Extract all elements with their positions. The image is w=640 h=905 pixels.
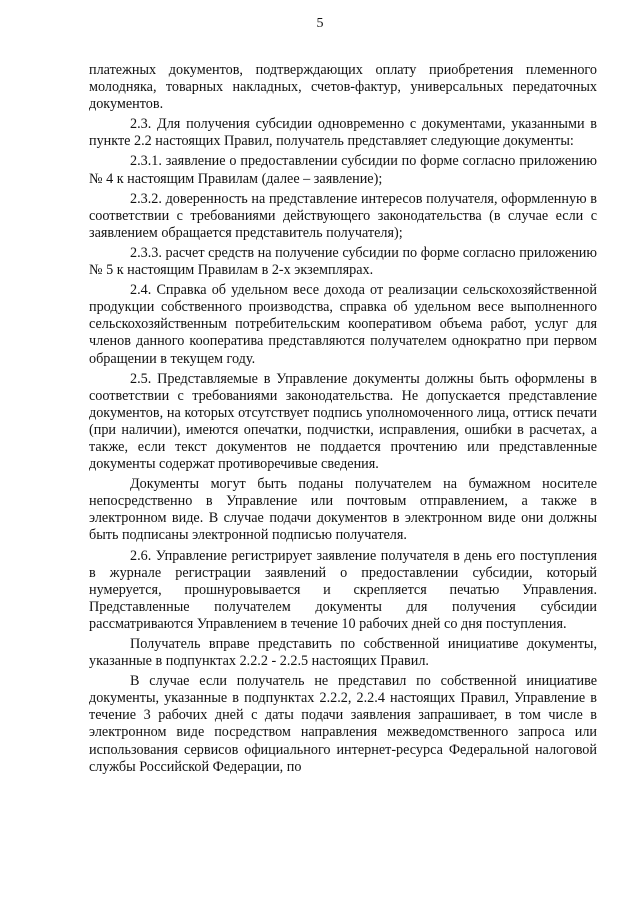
paragraph-interagency-request: В случае если получатель не представил по собственной инициативе документы, указанные в подпунктах 2.2.2, 2.2.4 настоящих Правил, Управление в течение 3 рабочих дней с даты подачи заявления запрашивает, в том числе в электронном виде посредством направления межведомственного запроса или использования сервисов официального интернет-ресурса Федеральной налоговой службы Российской Федерации, по [89,673,597,775]
paragraph-2-3-3: 2.3.3. расчет средств на получение субсидии по форме согласно приложению № 5 к настоящим Правилам в 2-х экземплярах. [89,244,597,279]
paragraph-2-6: 2.6. Управление регистрирует заявление получателя в день его поступления в журнале регистрации заявлений о предоставлении субсидии, который нумеруется, прошнуровывается и скрепляется печатью Управления. Представленные получателем документы для получения субсидии рассматриваются Управлением в течение 10 рабочих дней со дня поступления. [89,547,597,632]
paragraph-2-4: 2.4. Справка об удельном весе дохода от реализации сельскохозяйственной продукции собственного производства, справка об удельном весе выполненного сельскохозяйственным потребительским кооперативом объема работ, услуг для членов данного кооператива представляются получателем однократно при первом обращении в текущем году. [89,282,597,367]
paragraph-2-3-2: 2.3.2. доверенность на представление интересов получателя, оформленную в соответствии с требованиями действующего законодательства (в случае если с заявлением обращается представитель получателя); [89,190,597,241]
paragraph-payment-documents: платежных документов, подтверждающих оплату приобретения племенного молодняка, товарных накладных, счетов-фактур, универсальных передаточных документов. [89,62,597,113]
page-number: 5 [316,16,324,31]
paragraph-2-3: 2.3. Для получения субсидии одновременно с документами, указанными в пункте 2.2 настоящих Правил, получатель представляет следующие документы: [89,116,597,150]
paragraph-own-initiative: Получатель вправе представить по собственной инициативе документы, указанные в подпунктах 2.2.2 - 2.2.5 настоящих Правил. [89,636,597,670]
paragraph-2-3-1: 2.3.1. заявление о предоставлении субсидии по форме согласно приложению № 4 к настоящим Правилам (далее – заявление); [89,153,597,187]
document-body [89,62,597,776]
paragraph-document-submission: Документы могут быть поданы получателем на бумажном носителе непосредственно в Управление или почтовым отправлением, а также в электронном виде. В случае подачи документов в электронном виде они должны быть подписаны электронной подписью получателя. [89,476,597,544]
paragraph-2-5: 2.5. Представляемые в Управление документы должны быть оформлены в соответствии с требованиями законодательства. Не допускается представление документов, на которых отсутствует подпись уполномоченного лица, оттиск печати (при наличии), имеются опечатки, подчистки, исправления, ошибки в расчетах, а также, если текст документов не поддается прочтению или представленные документы содержат противоречивые сведения. [89,370,597,473]
